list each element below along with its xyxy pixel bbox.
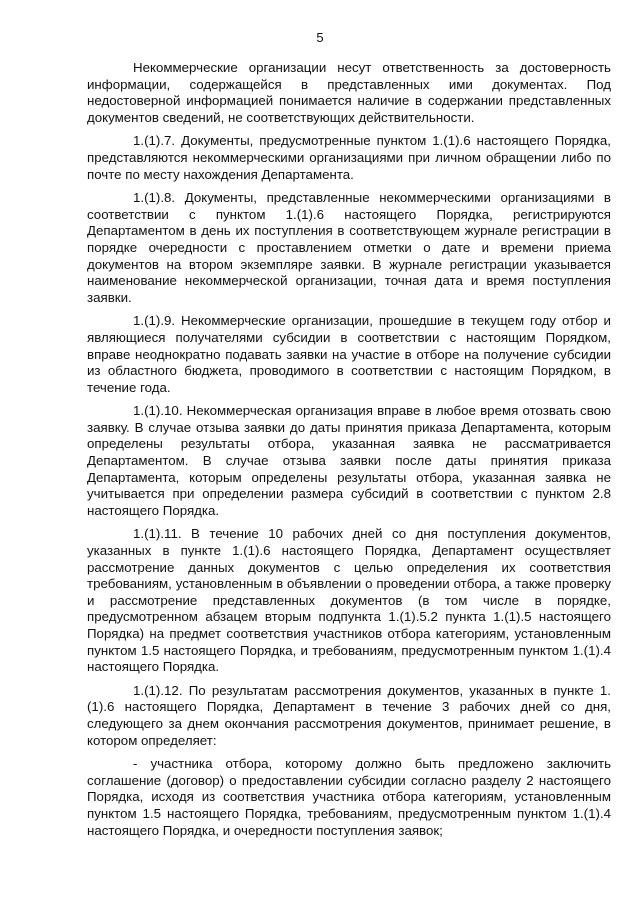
paragraph-clause-1-1-7: 1.(1).7. Документы, предусмотренные пунктом 1.(1).6 настоящего Порядка, представляются некоммерческими организациями при личном обращении либо по почте по месту нахождения Департамента. xyxy=(87,133,611,182)
paragraph-clause-1-1-11: 1.(1).11. В течение 10 рабочих дней со дня поступления документов, указанных в пункте 1.(1).6 настоящего Порядка, Департамент осуществляет рассмотрение данных документов с целью определения их соответствия требованиям, установленным в объявлении о проведении отбора, а также проверку и рассмотрение представленных документов (в том числе в порядке, предусмотренном абзацем вторым подпункта 1.(1).5.2 пункта 1.(1).5 настоящего Порядка) на предмет соответствия участников отбора категориям, установленным пунктом 1.5 настоящего Порядка, и требованиям, предусмотренным пунктом 1.(1).4 настоящего Порядка. xyxy=(87,526,611,675)
paragraph-list-item: - участника отбора, которому должно быть предложено заключить соглашение (договор) о предоставлении субсидии согласно разделу 2 настоящего Порядка, исходя из соответствия участника отбора категориям, установленным пунктом 1.5 настоящего Порядка, требованиям, предусмотренным пунктом 1.(1).4 настоящего Порядка, и очередности поступления заявок; xyxy=(87,756,611,838)
document-body xyxy=(87,60,611,846)
paragraph-responsibility: Некоммерческие организации несут ответственность за достоверность информации, содержащейся в представленных ими документах. Под недостоверной информацией понимается наличие в содержании представленных документов сведений, не соответствующих действительности. xyxy=(87,60,611,125)
paragraph-clause-1-1-10: 1.(1).10. Некоммерческая организация вправе в любое время отозвать свою заявку. В случае отзыва заявки до даты принятия приказа Департамента, которым определены результаты отбора, указанная заявка не рассматривается Департаментом. В случае отзыва заявки после даты принятия приказа Департамента, которым определены результаты отбора, указанная заявка не учитывается при определении размера субсидий в соответствии с пунктом 2.8 настоящего Порядка. xyxy=(87,403,611,518)
page-number: 5 xyxy=(316,30,324,45)
paragraph-clause-1-1-8: 1.(1).8. Документы, представленные некоммерческими организациями в соответствии с пунктом 1.(1).6 настоящего Порядка, регистрируются Департаментом в день их поступления в соответствующем журнале регистрации в порядке очередности с проставлением отметки о дате и времени приема документов на втором экземпляре заявки. В журнале регистрации указывается наименование некоммерческой организации, точная дата и время поступления заявки. xyxy=(87,190,611,305)
paragraph-clause-1-1-12: 1.(1).12. По результатам рассмотрения документов, указанных в пункте 1.(1).6 настоящего Порядка, Департамент в течение 3 рабочих дней со дня, следующего за днем окончания рассмотрения документов, принимает решение, в котором определяет: xyxy=(87,682,611,748)
paragraph-clause-1-1-9: 1.(1).9. Некоммерческие организации, прошедшие в текущем году отбор и являющиеся получателями субсидии в соответствии с настоящим Порядком, вправе неоднократно подавать заявки на участие в отборе на получение субсидии из областного бюджета, проводимого в соответствии с настоящим Порядком, в течение года. xyxy=(87,313,611,395)
